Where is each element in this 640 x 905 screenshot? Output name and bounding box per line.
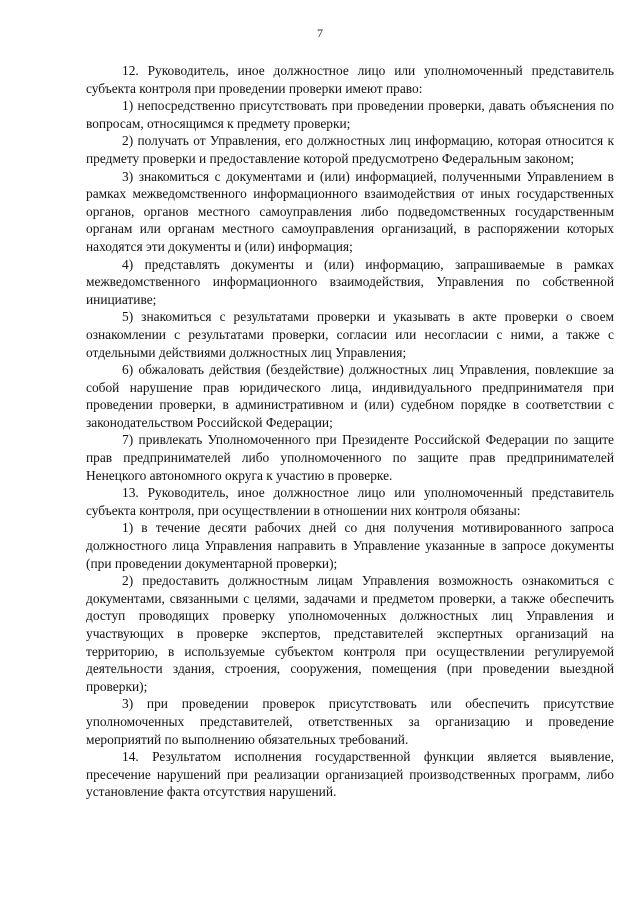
paragraph-12: 12. Руководитель, иное должностное лицо или уполномоченный представитель субъекта контроля при проведении проверки имеют право: xyxy=(86,63,614,96)
list-item: 3) знакомиться с документами и (или) информацией, полученными Управлением в рамках межведомственного информационного взаимодействия от иных государственных органов, органов местного самоуправления либо подведомственных государственным органам или органам местного самоуправления организаций, в распоряжении которых находятся эти документы и (или) информация; xyxy=(86,168,614,254)
list-item: 7) привлекать Уполномоченного при Президенте Российской Федерации по защите прав предпринимателей либо уполномоченного по защите прав предпринимателей Ненецкого автономного округа к участию в проверке. xyxy=(86,432,614,483)
list-item: 2) получать от Управления, его должностных лиц информацию, которая относится к предмету проверки и предоставление которой предусмотрено Федеральным законом; xyxy=(86,133,614,166)
list-item: 1) в течение десяти рабочих дней со дня получения мотивированного запроса должностного лица Управления направить в Управление указанные в запросе документы (при проведении документарной проверки); xyxy=(86,520,614,571)
page-number: 7 xyxy=(317,26,323,40)
paragraph-13: 13. Руководитель, иное должностное лицо или уполномоченный представитель субъекта контроля, при осуществлении в отношении них контроля обязаны: xyxy=(86,485,614,518)
list-item: 3) при проведении проверок присутствовать или обеспечить присутствие уполномоченных представителей, ответственных за организацию и проведение мероприятий по выполнению обязательных требований. xyxy=(86,696,614,747)
list-item: 4) представлять документы и (или) информацию, запрашиваемые в рамках межведомственного информационного взаимодействия, Управления по собственной инициативе; xyxy=(86,256,614,307)
list-item: 6) обжаловать действия (бездействие) должностных лиц Управления, повлекшие за собой нарушение прав юридического лица, индивидуального предпринимателя при проведении проверки, в административном и (или) судебном порядке в соответствии с законодательством Российской Федерации; xyxy=(86,362,614,430)
document-body xyxy=(86,62,614,801)
list-item: 1) непосредственно присутствовать при проведении проверки, давать объяснения по вопросам, относящимся к предмету проверки; xyxy=(86,98,614,131)
list-item: 2) предоставить должностным лицам Управления возможность ознакомиться с документами, связанными с целями, задачами и предметом проверки, а также обеспечить доступ проводящих проверку уполномоченных должностных лиц Управления и участвующих в проверке экспертов, представителей экспертных организаций на территорию, в используемые субъектом контроля при осуществлении регулируемой деятельности здания, строения, сооружения, помещения (при проведении выездной проверки); xyxy=(86,573,614,694)
paragraph-14: 14. Результатом исполнения государственной функции является выявление, пресечение нарушений при реализации организацией производственных программ, либо установление факта отсутствия нарушений. xyxy=(86,749,614,800)
list-item: 5) знакомиться с результатами проверки и указывать в акте проверки о своем ознакомлении с результатами проверки, согласии или несогласии с ними, а также с отдельными действиями должностных лиц Управления; xyxy=(86,309,614,360)
